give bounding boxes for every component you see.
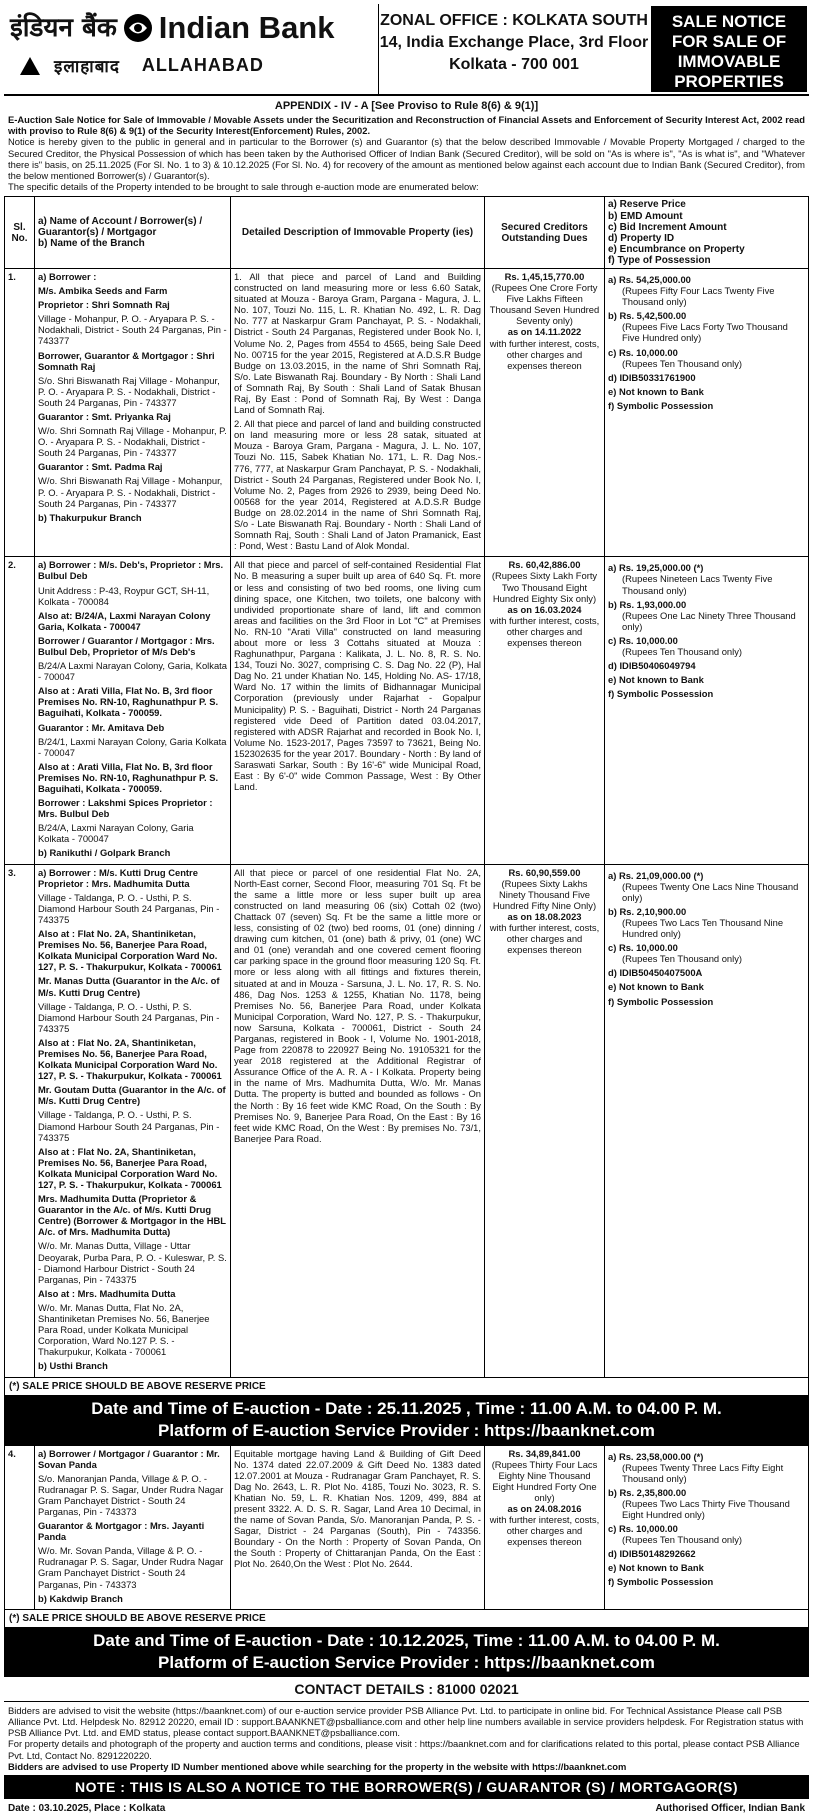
reserve-line: (Rupees Twenty Three Lacs Fifty Eight Thousand only) — [622, 1461, 784, 1484]
reserve-line: f) Symbolic Possession — [608, 995, 714, 1007]
auction-1-date: Date and Time of E-auction - Date : 25.11.2025 , Time : 11.00 A.M. to 04.00 P. M. — [91, 1398, 722, 1418]
account-line: M/s. Ambika Seeds and Farm — [38, 285, 168, 297]
account-line: b) Kakdwip Branch — [38, 1592, 123, 1604]
reserve-line: (Rupees Twenty One Lacs Nine Thousand only) — [622, 880, 799, 903]
dues-cell — [485, 268, 605, 556]
account-line: Guarantor : Smt. Priyanka Raj — [38, 411, 171, 423]
account-line: Also at : Flat No. 2A, Shantiniketan, Premises No. 56, Banerjee Para Road, Kolkata Municipal Corporation Ward No. 127, P. S. - Thakurpukur, Kolkata - 700061 — [38, 1145, 222, 1191]
account-line: B/24/1, Laxmi Narayan Colony, Garia Kolkata - 700047 — [38, 735, 227, 758]
th-reserve-e: e) Encumbrance on Property — [608, 243, 745, 255]
account-line: Also at: B/24/A, Laxmi Narayan Colony Garia, Kolkata - 700047 — [38, 609, 211, 632]
intro-para: Notice is hereby given to the public in general and in particular to the Borrower (s) and Guarantor (s) that the below described Immovable / Movable Property Mortgaged / charged to the Secured Creditor, the Physical Possession of which has been taken by the Authorised Officer of Indian Bank (Secured Creditor), will be sold on "As is where is", "As is what is", and "Whatever there is" basis, on 25.11.2025 (For Sl. No. 1 to 3) & 10.12.2025 (For Sl. No. 4) for recovery of the amount as mentioned below against each account due to Indian Bank (Secured Creditor), from the below mentioned Borrower(s) / Guarantor(s). — [8, 136, 805, 182]
bank-logo — [4, 4, 379, 94]
table-row — [5, 268, 809, 556]
account-line: a) Borrower : M/s. Deb's, Proprietor : Mrs. Bulbul Deb — [38, 559, 224, 582]
account-line: Borrower / Guarantor / Mortgagor : Mrs. Bulbul Deb, Proprietor of M/s Deb's — [38, 634, 215, 657]
reserve-line: c) Rs. 10,000.00 — [608, 1523, 678, 1535]
dues-cell — [485, 557, 605, 864]
dues-line: (Rupees Sixty Lakh Forty Two Thousand Eight Hundred Eighty Six only) — [491, 570, 598, 604]
account-line: a) Borrower : — [38, 270, 97, 282]
account-line: W/o. Shri Somnath Raj Village - Mohanpur, P. O. - Aryapara P. S. - Nodakhali, District - South 24 Parganas, Pin - 743377 — [38, 425, 227, 459]
brand-hindi: इंडियन बैंक — [10, 13, 117, 43]
bank-emblem-icon — [123, 13, 153, 43]
property-table-4 — [4, 1445, 809, 1610]
account-line: S/o. Shri Biswanath Raj Village - Mohanpur, P. O. - Aryapara P. S. - Nodakhali, District - South 24 Parganas, Pin - 743377 — [38, 374, 220, 408]
footer-p1: Bidders are advised to visit the website (https://baanknet.com) of our e-auction service provider PSB Alliance Pvt. Ltd. to participate in online bid. For Technical Assistance Please call PSB Alliance Pvt. Ltd. Helpdesk No. 82912 20220, email ID : support.BAANKNET@psballiance.com and other help line numbers available in service providers helpdesk. For Registration status with PSB Alliance Pvt. Ltd. and EMD status, please contact support.BAANKNET@psballiance.com. — [8, 1704, 804, 1739]
reserve-cell — [605, 268, 809, 556]
auction-banner-1 — [4, 1395, 809, 1445]
reserve-line: (Rupees Five Lacs Forty Two Thousand Five Hundred only) — [622, 321, 788, 344]
property-table — [4, 196, 809, 1377]
account-line: Guarantor : Mr. Amitava Deb — [38, 721, 165, 733]
reserve-line: a) Rs. 19,25,000.00 (*) — [608, 562, 704, 574]
reserve-line: a) Rs. 54,25,000.00 — [608, 273, 691, 285]
auction-2-date: Date and Time of E-auction - Date : 10.12.2025, Time : 11.00 A.M. to 04.00 P. M. — [93, 1630, 720, 1650]
zone-line-3: Kolkata - 700 001 — [449, 56, 579, 73]
dues-line: as on 14.11.2022 — [507, 326, 582, 338]
reserve-line: (Rupees Ten Thousand only) — [622, 953, 743, 965]
dues-line: Rs. 60,90,559.00 — [508, 866, 581, 878]
sale-notice-title — [651, 6, 807, 92]
account-line: B/24/A Laxmi Narayan Colony, Garia, Kolkata - 700047 — [38, 660, 227, 683]
th-reserve-f: f) Type of Possession — [608, 254, 711, 266]
account-line: B/24/A, Laxmi Narayan Colony, Garia Kolkata - 700047 — [38, 822, 194, 845]
sub-hindi: इलाहाबाद — [54, 57, 120, 77]
dues-line: (Rupees One Crore Forty Five Lakhs Fifteen Thousand Seven Hundred Seventy only) — [489, 282, 600, 327]
sl-cell: 1. — [5, 268, 35, 556]
account-line: W/o. Mr. Sovan Panda, Village & P. O. - Rudranagar P. S. Sagar, Under Rudra Nagar Gram Panchayet District - South 24 Parganas, Pin - 743373 — [38, 1545, 224, 1590]
dues-line: with further interest, costs, other charges and expenses thereon — [489, 1514, 600, 1548]
account-line: Village - Taldanga, P. O. - Usthi, P. S. Diamond Harbour South 24 Parganas, Pin - 743375 — [38, 1109, 220, 1143]
account-line: a) Borrower / Mortgagor / Guarantor : Mr. Sovan Panda — [38, 1447, 220, 1470]
reserve-line: c) Rs. 10,000.00 — [608, 634, 678, 646]
header — [4, 4, 809, 96]
intro — [8, 114, 805, 192]
account-line: b) Ranikuthi / Golpark Branch — [38, 847, 171, 859]
zone-line-2: 14, India Exchange Place, 3rd Floor — [379, 34, 649, 51]
reserve-line: (Rupees One Lac Ninety Three Thousand only) — [622, 609, 796, 632]
account-line: Village - Mohanpur, P. O. - Aryapara P. S. - Nodakhali, District - South 24 Parganas, Pin - 743377 — [38, 313, 227, 347]
th-account-b: b) Name of the Branch — [38, 238, 145, 250]
reserve-cell — [605, 1445, 809, 1609]
dues-line: Rs. 1,45,15,770.00 — [504, 270, 585, 282]
property-para: All that piece and parcel of self-contained Residential Flat No. B measuring a super built up area of 640 Sq. Ft. more or less and consisting of two bed rooms, one living cum dining space, one Kitchen, two toilets, one balcony with undivided proportionate share of land, lift and common areas and facilities on the 3rd Floor in Lot "C" at Premises No. RN-10 "Arati Villa" constructed on land measuring about more or less 3 Cottahs situated at Mouza : Raghunathpur, Pargana : Kalikata, J. L. No. 8, R. S. No. 134, Touzi No. 3027, comprising C. S. Dag No. 22 (P), Hal Dag No. 21 under Khatian No. 145, Holding No. AS- 17/18, Ward No. 17 within the limits of Bidhannagar Municipal Corporation (previously under Rajarhat - Gopalpur Municipality) P. S. - Baguihati, District - North 24 Parganas registered vide Deed of Partition dated 03.04.2017, registered with ADSR Rajarhat and recorded in Book No. I, Volume No. 1523-2017, Pages 73597 to 73621, Being No. 152302635 for the year 2017. Boundary - North : By land of Saraswati Sarkar, South : By 16'-6" wide Municipal Road, East : By 6'-0" wide Common Passage, West : By Other Land. — [234, 559, 481, 793]
reserve-line: c) Rs. 10,000.00 — [608, 942, 678, 954]
account-line: Village - Taldanga, P. O. - Usthi, P. S. Diamond Harbour South 24 Parganas, Pin - 743375 — [38, 891, 220, 925]
account-line: Village - Taldanga, P. O. - Usthi, P. S. Diamond Harbour South 24 Parganas, Pin - 743375 — [38, 1000, 220, 1034]
reserve-line: (Rupees Ten Thousand only) — [622, 357, 743, 369]
dues-line: (Rupees Thirty Four Lacs Eighty Nine Thousand Eight Hundred Forty One only) — [491, 1458, 598, 1503]
table-row — [5, 864, 809, 1377]
account-line: W/o. Mr. Manas Dutta, Flat No. 2A, Shantiniketan Premises No. 56, Banerjee Para Road, under Kolkata Municipal Corporation, Ward No.127 P. S. - Thakurpukur, Kolkata - 700061 — [38, 1301, 210, 1358]
allahabad-logo-icon — [20, 57, 40, 75]
dues-line: with further interest, costs, other charges and expenses thereon — [489, 337, 600, 371]
reserve-line: (Rupees Ten Thousand only) — [622, 645, 743, 657]
dues-line: (Rupees Sixty Lakhs Ninety Thousand Five Hundred Fifty Nine Only) — [492, 877, 597, 911]
reserve-line: b) Rs. 2,35,800.00 — [608, 1486, 687, 1498]
sl-cell: 4. — [5, 1445, 35, 1609]
account-line: Also at : Flat No. 2A, Shantiniketan, Premises No. 56, Banerjee Para Road, Kolkata Municipal Corporation Ward No. 127, P. S. - Thakurpukur, Kolkata - 700061 — [38, 928, 222, 973]
reserve-line: e) Not known to Bank — [608, 674, 704, 686]
account-line: Mrs. Madhumita Dutta (Proprietor & Guarantor in the A/c. of M/s. Kutti Drug Centre) (Borrower & Mortgagor in the HBL A/c. of Mrs. Madhumita Dutta) — [38, 1193, 226, 1238]
date-place: Date : 03.10.2025, Place : Kolkata — [8, 1802, 166, 1814]
account-line: Also at : Mrs. Madhumita Dutta — [38, 1287, 176, 1299]
auction-banner-2 — [4, 1627, 809, 1677]
signatory: Authorised Officer, Indian Bank — [655, 1802, 805, 1814]
account-line: a) Borrower : M/s. Kutti Drug Centre Proprietor : Mrs. Madhumita Dutta — [38, 866, 198, 889]
dues-cell — [485, 1445, 605, 1609]
account-cell — [35, 557, 231, 864]
contact-details: CONTACT DETAILS : 81000 02021 — [4, 1677, 809, 1702]
notice-l2: FOR SALE OF — [671, 32, 787, 51]
zone-line-1: ZONAL OFFICE : KOLKATA SOUTH — [380, 12, 648, 29]
account-line: Unit Address : P-43, Roypur GCT, SH-11, Kolkata - 700084 — [38, 584, 210, 607]
th-reserve-c: c) Bid Increment Amount — [608, 221, 727, 233]
footer — [4, 1702, 809, 1775]
notice-l4: PROPERTIES — [674, 72, 784, 91]
reserve-line: f) Symbolic Possession — [608, 1576, 714, 1588]
account-cell — [35, 1445, 231, 1609]
borrower-notice-bar: NOTE : THIS IS ALSO A NOTICE TO THE BORROWER(S) / GUARANTOR (S) / MORTGAGOR(S) — [4, 1775, 809, 1799]
th-reserve-d: d) Property ID — [608, 232, 675, 244]
intro-bold: E-Auction Sale Notice for Sale of Immovable / Movable Assets under the Securitization and Reconstruction of Financial Assets and Enforcement of Security Interest Act, 2002 read with proviso to Rule 8(6) & 9(1) of the Security Interest(Enforcement) Rules, 2002. — [8, 114, 805, 137]
th-property: Detailed Description of Immovable Property (ies) — [231, 197, 485, 269]
reserve-line: b) Rs. 5,42,500.00 — [608, 310, 687, 322]
footer-p3: Bidders are advised to use Property ID Number mentioned above while searching for the property in the website with https://baanknet.com — [8, 1760, 627, 1772]
dues-cell — [485, 864, 605, 1377]
reserve-line: (Rupees Nineteen Lacs Twenty Five Thousand only) — [622, 573, 773, 596]
account-line: Guarantor : Smt. Padma Raj — [38, 461, 163, 473]
property-cell — [231, 864, 485, 1377]
account-line: Guarantor & Mortgagor : Mrs. Jayanti Panda — [38, 1520, 205, 1543]
account-line: Mr. Goutam Dutta (Guarantor in the A/c. of M/s. Kutti Drug Centre) — [38, 1084, 226, 1107]
th-dues: Secured Creditors Outstanding Dues — [485, 197, 605, 269]
reserve-line: d) IDIB50406049794 — [608, 660, 696, 672]
dues-line: as on 18.08.2023 — [507, 910, 582, 922]
dues-line: Rs. 34,89,841.00 — [508, 1447, 581, 1459]
reserve-line: f) Symbolic Possession — [608, 688, 714, 700]
sl-cell: 2. — [5, 557, 35, 864]
sub-english: ALLAHABAD — [141, 55, 264, 75]
property-cell — [231, 1445, 485, 1609]
reserve-line: d) IDIB50331761900 — [608, 371, 696, 383]
reserve-cell — [605, 557, 809, 864]
th-reserve-a: a) Reserve Price — [608, 199, 686, 211]
th-account — [35, 197, 231, 269]
sale-price-note-1: (*) SALE PRICE SHOULD BE ABOVE RESERVE PRICE — [4, 1378, 809, 1395]
zonal-office — [379, 4, 649, 94]
auction-1-platform: Platform of E-auction Service Provider : https://baanknet.com — [158, 1420, 655, 1440]
sl-cell: 3. — [5, 864, 35, 1377]
dues-line: with further interest, costs, other charges and expenses thereon — [489, 922, 600, 956]
account-line: b) Thakurpukur Branch — [38, 511, 142, 523]
table-header — [5, 197, 809, 269]
reserve-line: e) Not known to Bank — [608, 385, 704, 397]
sale-notice-page — [4, 4, 809, 1814]
footer-p2: For property details and photograph of the property and auction terms and conditions, please visit : https://baanknet.com and for clarifications related to this portal, please contact PSB Alliance Pvt. Ltd, Contact No. 8291220220. — [8, 1738, 800, 1761]
th-reserve-b: b) EMD Amount — [608, 210, 683, 222]
appendix-title: APPENDIX - IV - A [See Proviso to Rule 8(6) & 9(1)] — [274, 100, 539, 112]
reserve-line: (Rupees Fifty Four Lacs Twenty Five Thousand only) — [622, 285, 775, 308]
property-cell — [231, 557, 485, 864]
account-line: Borrower, Guarantor & Mortgagor : Shri Somnath Raj — [38, 349, 215, 372]
account-cell — [35, 268, 231, 556]
dues-line: with further interest, costs, other charges and expenses thereon — [489, 614, 600, 648]
account-line: Also at : Arati Villa, Flat No. B, 3rd floor Premises No. RN-10, Raghunathpur P. S. Baguihati, Kolkata - 700059. — [38, 760, 219, 795]
reserve-line: f) Symbolic Possession — [608, 399, 714, 411]
reserve-line: a) Rs. 21,09,000.00 (*) — [608, 869, 704, 881]
account-line: Proprietor : Shri Somnath Raj — [38, 299, 170, 311]
account-line: S/o. Manoranjan Panda, Village & P. O. - Rudranagar P. S. Sagar, Under Rudra Nagar Gram Panchayet District - South 24 Parganas, Pin - 743373 — [38, 1472, 224, 1517]
reserve-cell — [605, 864, 809, 1377]
brand-english: Indian Bank — [158, 10, 335, 45]
date-line — [4, 1799, 809, 1818]
reserve-line: d) IDIB50450407500A — [608, 967, 703, 979]
intro-line3: The specific details of the Property intended to be brought to sale through e-auction mode are enumerated below: — [8, 181, 479, 193]
table-row — [5, 1445, 809, 1609]
notice-l1: SALE NOTICE — [671, 12, 787, 31]
account-cell — [35, 864, 231, 1377]
dues-line: as on 24.08.2016 — [507, 1502, 582, 1514]
account-line: Also at : Flat No. 2A, Shantiniketan, Premises No. 56, Banerjee Para Road, Kolkata Municipal Corporation Ward No. 127, P. S. - Thakurpukur, Kolkata - 700061 — [38, 1036, 222, 1082]
reserve-line: a) Rs. 23,58,000.00 (*) — [608, 1450, 704, 1462]
reserve-line: (Rupees Two Lacs Ten Thousand Nine Hundred only) — [622, 916, 784, 940]
account-line: W/o. Mr. Manas Dutta, Village - Uttar Deoyarak, Purba Para, P. O. - Kuleswar, P. S. - Diamond Harbour District - South 24 Parganas, Pin - 743375 — [38, 1240, 227, 1285]
account-line: Mr. Manas Dutta (Guarantor in the A/c. of M/s. Kutti Drug Centre) — [38, 975, 220, 998]
table-row — [5, 557, 809, 864]
th-account-a: a) Name of Account / Borrower(s) / Guarantor(s) / Mortgagor — [38, 216, 203, 239]
auction-2-platform: Platform of E-auction Service Provider : https://baanknet.com — [158, 1652, 655, 1672]
property-para: Equitable mortgage having Land & Building of Gift Deed No. 1374 dated 22.07.2009 & Gift Deed No. 1383 dated 12.07.2001 at Mouza - Rudranagar Gram Panchayet, R. S. Dag No. 2643, L. R. Plot No. 4185, Touzi No. 3023, R. S. Khatian No. 59, L. R. Khatian Nos. 1209, 499, 884 at present 3322. A. D. S. R. Sagar, Land Area 10 Decimal, in the name of Sovan Panda, S/o. Manoranjan Panda, P. S. - Sagar, District - 24 Parganas (South), Pin - 743356. Boundary - On the North : Property of Sovan Panda, On the South : Property of Chittaranjan Panda, On the East : Plot No. 2640,On the West : Plot No. 2644. — [234, 1447, 481, 1570]
property-para: 2. All that piece and parcel of land and building constructed on land measuring more or less 28 satak, situated at Mouza - Baroya Gram, Pargana - Magura, J. L. No. 107, Touzi No. 115, Sabek Khatian No. 171, L. R. Dag Nos.- 776, 777, at Naskarpur Gram Panchayat, P. S. - Nodakhali, District - South 24 Parganas, Registered under Book No. I, Volume No. 2, Pages from 2926 to 2939, being Deed No. 00568 for the year 2014, Registered at A.D.S.R Budge Budge on 28.02.2014 in the name of Shri Somnath Raj, S/o - Late Biswanath Raj. Boundary - North : Shali Land of Somnath Raj, South : Shali Land of Jaton Pramanick, East : Pond, West : Bastu Land of Alok Mondal. — [234, 418, 481, 552]
dues-line: as on 16.03.2024 — [507, 603, 582, 615]
sale-price-note-2: (*) SALE PRICE SHOULD BE ABOVE RESERVE PRICE — [4, 1610, 809, 1627]
reserve-line: c) Rs. 10,000.00 — [608, 346, 678, 358]
dues-line: Rs. 60,42,886.00 — [508, 559, 581, 571]
account-line: b) Usthi Branch — [38, 1360, 108, 1372]
reserve-line: (Rupees Two Lacs Thirty Five Thousand Eight Hundred only) — [622, 1497, 790, 1520]
reserve-line: b) Rs. 2,10,900.00 — [608, 905, 687, 917]
th-sl: Sl. No. — [5, 197, 35, 269]
reserve-line: (Rupees Ten Thousand only) — [622, 1534, 743, 1546]
reserve-line: b) Rs. 1,93,000.00 — [608, 598, 687, 610]
reserve-line: e) Not known to Bank — [608, 981, 704, 993]
reserve-line: d) IDIB50148292662 — [608, 1548, 696, 1560]
account-line: Borrower : Lakshmi Spices Proprietor : Mrs. Bulbul Deb — [38, 797, 213, 820]
account-line: W/o. Shri Biswanath Raj Village - Mohanpur, P. O. - Aryapara P. S. - Nodakhali, District - South 24 Parganas, Pin - 743377 — [38, 475, 223, 509]
notice-l3: IMMOVABLE — [677, 52, 781, 71]
property-para: 1. All that piece and parcel of Land and Building constructed on land measuring more or less 6.60 Satak, situated at Mouza - Baroya Gram, Pargana - Magura, J. L. No. 107, Touzi No. 115, L. R. Khatian No. 492, L. R. Dag No. 777 at Naskarpur Gram Panchayat, P. S. - Nodakhali, District - South 24 Parganas, Registered under Book No. I, Volume No. 2, Pages from 4554 to 4565, being Sale Deed No. 00715 for the year 2015, Registered at A.D.S.R Budge Budge on 13.03.2015, in the name of Shri Somnath Raj, S/o. Late Biswanath Raj. Boundary - By North : Shali Land of Somnath Raj, By South : Shali Land of Satak Bhusan Raj, By East : Pond of Somnath Raj, By West : Danga Land of Somnath Raj. — [234, 270, 481, 416]
reserve-line: e) Not known to Bank — [608, 1562, 704, 1574]
account-line: Also at : Arati Villa, Flat No. B, 3rd floor Premises No. RN-10, Raghunathpur P. S. Baguihati, Kolkata - 700059. — [38, 685, 219, 719]
th-reserve — [605, 197, 809, 269]
property-para: All that piece or parcel of one residential Flat No. 2A, North-East corner, Second Floor, measuring 701 Sq. Ft be the same a little more or less super built up area constructed on land measuring 06 (six) Cottah 02 (two) Chattack 07 (seven) Sq. Ft be the same a little more or less, consisting of 02 (two) bed rooms, 01 (one) dinning / drawing cum kitchen, 01 (one) bath & privy, 01 (one) WC and 01 (one) verandah and one covered cement flooring car parking space in the ground floor measuring 120 Sq. Ft. more or less along with all fittings and fixtures therein, situated at and in Mouza - Sarsuna, J. L. No. 17, R. S. No. 486, Dag Nos. 1253 & 1255, Khatian No. 1178, being Premises No. 56, Banerjee Para Road, under Kolkata Municipal Corporation, Ward No. 127, P. S. - Thakurpukur, now Sarsuna, Kolkata - 700061, District - South 24 Parganas, registered in Book - I, Volume No. 1901-2018, Page from 220878 to 220927 Being No. 19105321 for the year 2018 registered at the Additional Registrar of Assurance Office of the A. R. A - I Kolkata. Property being in the name of Mrs. Madhumita Dutta, W/o. Mr. Manas Dutta. The property is butted and bounded as follows - On the North : By 16 feet wide KMC Road, On the South : By Premises No. 9, Banerjee Para Road, On the East : By 16 feet wide KMC Road, On the West : By premises No. 73/1, Banerjee Para Road. — [234, 866, 482, 1144]
property-cell — [231, 268, 485, 556]
